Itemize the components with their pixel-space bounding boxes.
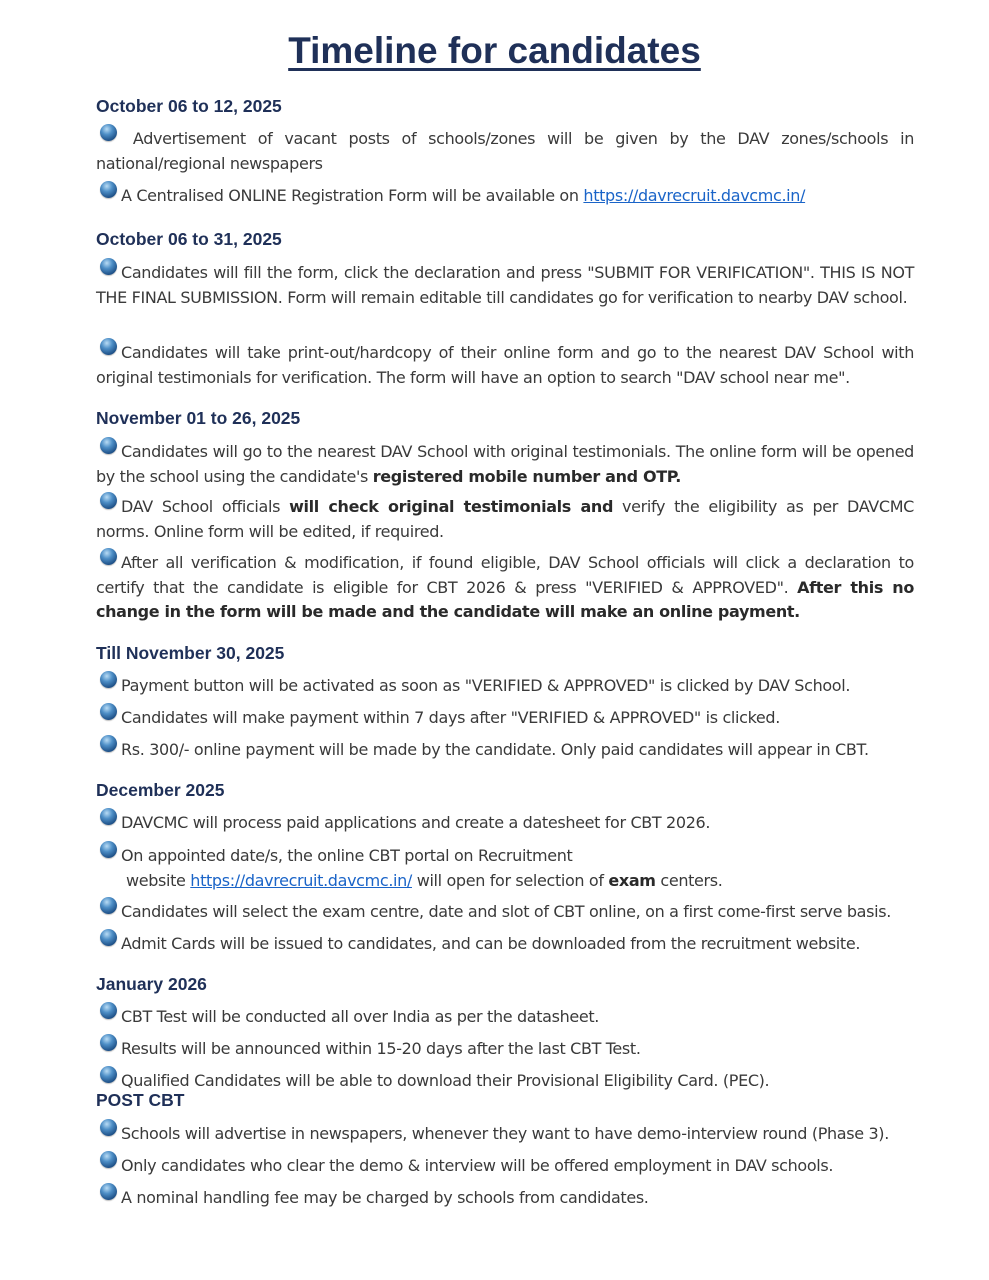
list-item: DAVCMC will process paid applications and create a datesheet for CBT 2026. <box>96 808 914 836</box>
section-heading: November 01 to 26, 2025 <box>96 408 301 428</box>
list-item: Candidates will take print-out/hardcopy of their online form and go to the nearest DAV School with original testimonials for verification. The form will have an option to search "DAV school near me". <box>96 338 914 390</box>
bullet-icon <box>100 703 117 720</box>
list-item: DAV School officials will check original testimonials and verify the eligibility as per DAVCMC norms. Online form will be edited, if required. <box>96 492 914 544</box>
bullet-icon <box>100 808 117 825</box>
page-title: Timeline for candidates <box>288 30 701 71</box>
bullet-icon <box>100 1151 117 1168</box>
list-item: Only candidates who clear the demo & interview will be offered employment in DAV schools. <box>96 1151 914 1179</box>
section-heading: POST CBT <box>96 1090 185 1110</box>
list-item: Payment button will be activated as soon as "VERIFIED & APPROVED" is clicked by DAV School. <box>96 671 914 699</box>
bullet-icon <box>100 841 117 858</box>
bullet-icon <box>100 1119 117 1136</box>
bullet-icon <box>100 124 117 141</box>
list-item: Admit Cards will be issued to candidates, and can be downloaded from the recruitment website. <box>96 929 914 957</box>
bullet-icon <box>100 671 117 688</box>
list-item: Schools will advertise in newspapers, whenever they want to have demo-interview round (Phase 3). <box>96 1119 914 1147</box>
bullet-icon <box>100 548 117 565</box>
list-item: Candidates will fill the form, click the declaration and press "SUBMIT FOR VERIFICATION". THIS IS NOT THE FINAL SUBMISSION. Form will remain editable till candidates go for verification to nearby DAV school. <box>96 258 914 310</box>
section-heading: January 2026 <box>96 974 207 994</box>
section-heading: October 06 to 31, 2025 <box>96 229 282 249</box>
list-item: Qualified Candidates will be able to download their Provisional Eligibility Card. (PEC). <box>96 1066 914 1094</box>
section-heading: Till November 30, 2025 <box>96 643 285 663</box>
list-item: CBT Test will be conducted all over India as per the datasheet. <box>96 1002 914 1030</box>
bullet-icon <box>100 897 117 914</box>
list-item: Advertisement of vacant posts of schools/zones will be given by the DAV zones/schools in national/regional newspapers <box>96 124 914 176</box>
section-heading: October 06 to 12, 2025 <box>96 96 282 116</box>
bullet-icon <box>100 338 117 355</box>
list-item: On appointed date/s, the online CBT portal on Recruitment website https://davrecruit.davcmc.in/ will open for selection of exam centers. <box>96 841 914 893</box>
registration-link[interactable]: https://davrecruit.davcmc.in/ <box>583 186 806 205</box>
list-item: A nominal handling fee may be charged by schools from candidates. <box>96 1183 914 1211</box>
list-item: Rs. 300/- online payment will be made by the candidate. Only paid candidates will appear in CBT. <box>96 735 914 763</box>
recruitment-website-link[interactable]: https://davrecruit.davcmc.in/ <box>190 870 412 890</box>
bullet-icon <box>100 929 117 946</box>
section-heading: December 2025 <box>96 780 225 800</box>
list-item: After all verification & modification, if found eligible, DAV School officials will click a declaration to certify that the candidate is eligible for CBT 2026 & press "VERIFIED & APPROVED". After this no change in the form will be made and the candidate will make an online payment. <box>96 548 914 625</box>
bullet-icon <box>100 735 117 752</box>
bullet-icon <box>100 1002 117 1019</box>
list-item: Candidates will go to the nearest DAV School with original testimonials. The online form will be opened by the school using the candidate's registered mobile number and OTP. <box>96 437 914 489</box>
list-item: Candidates will make payment within 7 days after "VERIFIED & APPROVED" is clicked. <box>96 703 914 731</box>
bullet-icon <box>100 437 117 454</box>
list-item: Results will be announced within 15-20 days after the last CBT Test. <box>96 1034 914 1062</box>
bullet-icon <box>100 1066 117 1083</box>
bullet-icon <box>100 1034 117 1051</box>
bullet-icon <box>100 181 117 198</box>
list-item: A Centralised ONLINE Registration Form will be available on https://davrecruit.davcmc.in/ <box>96 181 914 209</box>
bullet-icon <box>100 1183 117 1200</box>
list-item: Candidates will select the exam centre, date and slot of CBT online, on a first come-first serve basis. <box>96 897 914 925</box>
bullet-icon <box>100 258 117 275</box>
bullet-icon <box>100 492 117 509</box>
